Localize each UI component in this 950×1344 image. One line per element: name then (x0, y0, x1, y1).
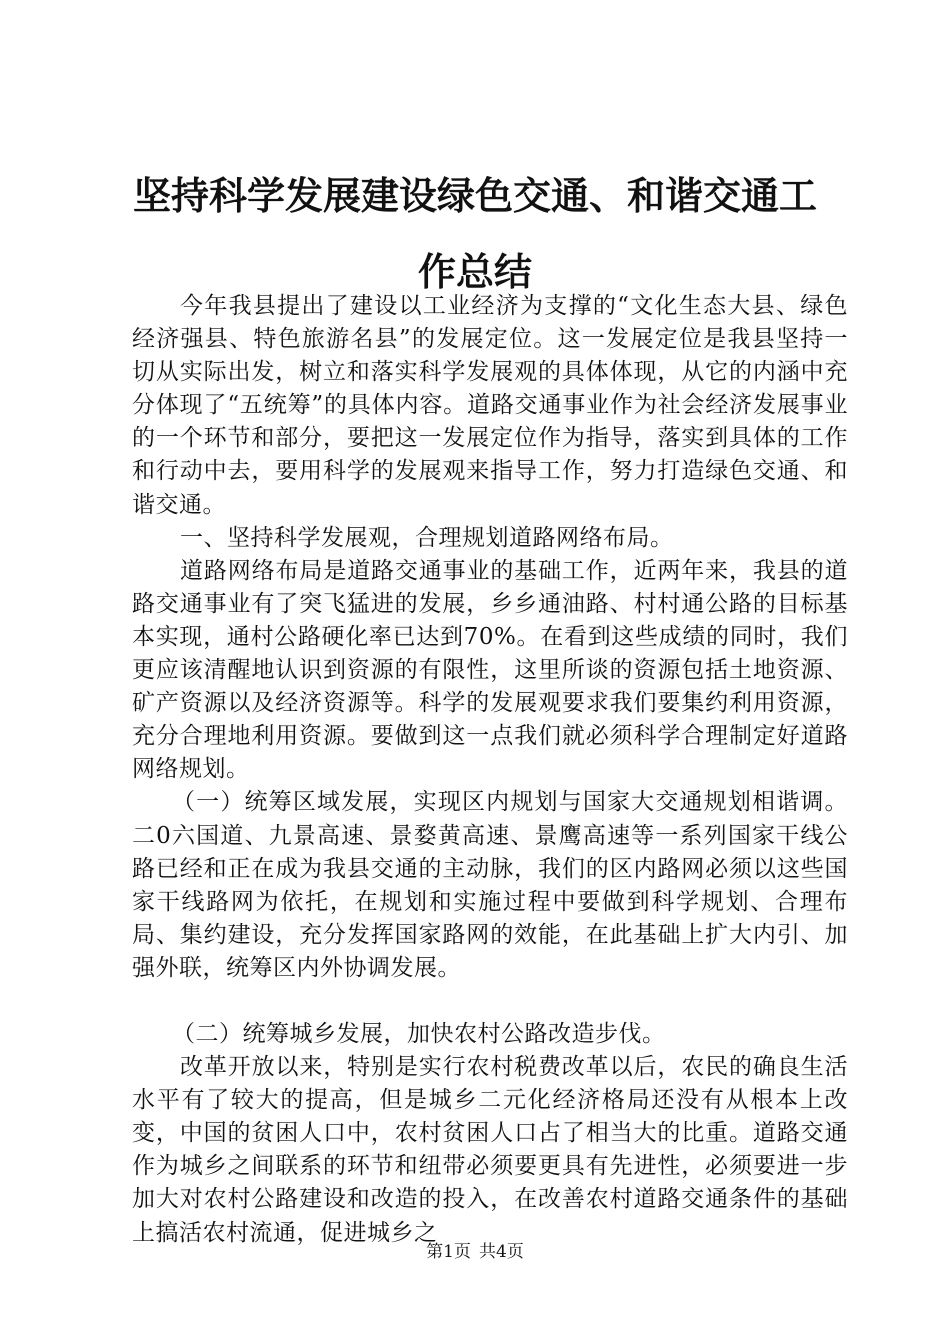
subsection-1: （一）统筹区域发展，实现区内规划与国家大交通规划相谐调。二0六国道、九景高速、景婺黄高速、景鹰高速等一系列国家干线公路已经和正在成为我县交通的主动脉，我们的区内路网必须以这些国家干线路网为依托，在规划和实施过程中要做到科学规划、合理布局、集约建设，充分发挥国家路网的效能，在此基础上扩大内引、加强外联，统筹区内外协调发展。 (132, 789, 848, 981)
paragraph-intro: 今年我县提出了建设以工业经济为支撑的“文化生态大县、绿色经济强县、特色旅游名县”的发展定位。这一发展定位是我县坚持一切从实际出发，树立和落实科学发展观的具体体现，从它的内涵中充分体现了“五统筹”的具体内容。道路交通事业作为社会经济发展事业的一个环节和部分，要把这一发展定位作为指导，落实到具体的工作和行动中去，要用科学的发展观来指导工作，努力打造绿色交通、和谐交通。 (132, 293, 848, 518)
document-title: 坚持科学发展建设绿色交通、和谐交通工作总结 (132, 174, 817, 294)
page-footer (0, 1241, 950, 1263)
subsection-2-heading: （二）统筹城乡发展，加快农村公路改造步伐。 (172, 1020, 666, 1047)
page-total: 共4页 (479, 1242, 524, 1262)
section-heading-1: 一、坚持科学发展观，合理规划道路网络布局。 (180, 524, 674, 551)
paragraph-rural-roads: 改革开放以来，特别是实行农村税费改革以后，农民的确良生活水平有了较大的提高，但是城乡二元化经济格局还没有从根本上改变，中国的贫困人口中，农村贫困人口占了相当大的比重。道路交通作为城乡之间联系的环节和纽带必须要更具有先进性，必须要进一步加大对农村公路建设和改造的投入，在改善农村道路交通条件的基础上搞活农村流通，促进城乡之 (132, 1054, 848, 1246)
document-body (132, 290, 848, 1250)
page-number: 第1页 (426, 1242, 471, 1262)
paragraph-road-network: 道路网络布局是道路交通事业的基础工作，近两年来，我县的道路交通事业有了突飞猛进的发展，乡乡通油路、村村通公路的目标基本实现，通村公路硬化率已达到70%。在看到这些成绩的同时，我们更应该清醒地认识到资源的有限性，这里所谈的资源包括土地资源、矿产资源以及经济资源等。科学的发展观要求我们要集约利用资源，充分合理地利用资源。要做到这一点我们就必须科学合理制定好道路网络规划。 (132, 557, 848, 783)
